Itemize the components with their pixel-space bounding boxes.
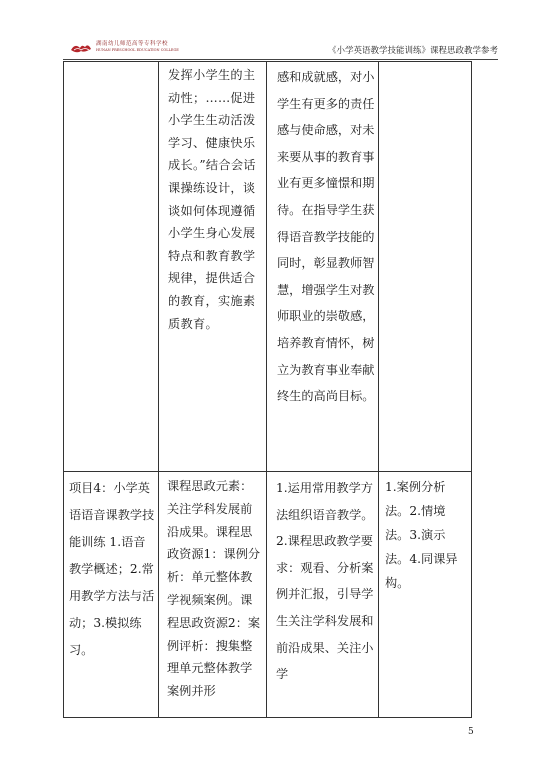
course-table: [63, 61, 472, 718]
table-border-top: [63, 61, 472, 62]
header-rule: [63, 59, 498, 60]
column-divider: [158, 61, 159, 718]
table-cell-row1-col2: 发挥小学生的主动性；……促进小学生生动活泼学习、健康快乐成长。”结合会话课操练设计，谈谈如何体现遵循小学生身心发展特点和教育教学规律，提供适合的教育，实施素质教育。: [168, 68, 256, 331]
column-divider: [378, 61, 379, 718]
school-logo: [70, 42, 179, 54]
page-header: [58, 38, 498, 60]
table-cell-row1-col3: 感和成就感，对小学生有更多的责任感与使命感，对未来要从事的教育事业有更多憧憬和期待。在指导学生获得语音教学技能的同时，彰显教师智慧，增强学生对教师职业的崇敬感，培养教育情怀，树立为教育事业奉献终生的高尚目标。: [277, 70, 375, 404]
table-cell-row2-col1: 项目4：小学英语语音课教学技能训练 1.语音教学概述；2.常用教学方法与活动；3.模拟练习。: [69, 481, 155, 657]
logo-chinese-name: 湖南幼儿师范高等专科学校: [96, 41, 169, 47]
logo-english-name: HUNAN PRESCHOOL EDUCATION COLLEGE: [96, 47, 179, 52]
table-cell-row2-col4: 1.案例分析法。2.情境法。3.演示法。4.同课异构。: [385, 480, 458, 590]
page-number: 5: [468, 727, 474, 737]
table-cell-row2-col2: 课程思政元素：关注学科发展前沿成果。课程思政资源1：课例分析：单元整体教学视频案例。课程思政资源2：案例评析：搜集整理单元整体教学案例并形: [167, 479, 261, 699]
running-header-title: 《小学英语教学技能训练》课程思政教学参考: [327, 46, 498, 56]
table-border-bottom: [63, 717, 472, 718]
school-logo-icon: [70, 42, 92, 54]
table-border-right: [471, 61, 472, 718]
table-border-left: [63, 61, 64, 718]
row-divider: [63, 471, 472, 472]
table-cell-row2-col3: 1.运用常用教学方法组织语音教学。2.课程思政教学要求：观看、分析案例并汇报，引导学生关注学科发展和前沿成果、关注小学: [276, 481, 374, 682]
column-divider: [266, 61, 267, 718]
